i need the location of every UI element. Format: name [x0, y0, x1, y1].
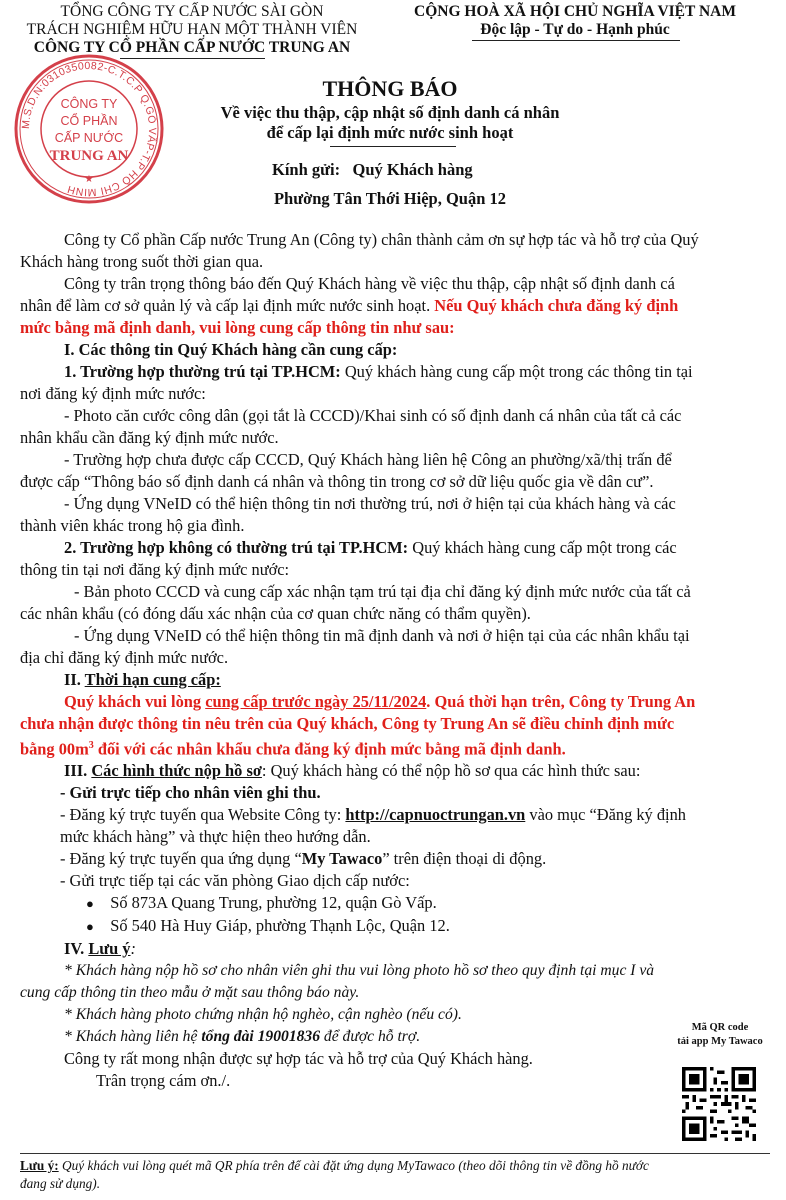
- bullet-icon: ●: [86, 919, 94, 935]
- title-underline: [330, 146, 456, 147]
- deadline-line2: chưa nhận được thông tin nêu trên của Quý khách, Công ty Trung An sẽ điều chỉnh định mức: [20, 714, 675, 733]
- section-1-heading: I. Các thông tin Quý Khách hàng cần cung cấp:: [64, 340, 398, 359]
- deadline-line1: Quý khách vui lòng cung cấp trước ngày 25/11/2024. Quá thời hạn trên, Công ty Trung An: [64, 692, 696, 711]
- doc-title: THÔNG BÁO: [322, 76, 458, 101]
- doc-subtitle-line2: để cấp lại định mức nước sinh hoạt: [266, 123, 514, 142]
- section-4-heading: IV. Lưu ý:: [64, 939, 136, 959]
- note-2: * Khách hàng photo chứng nhận hộ nghèo, cận nghèo (nếu có).: [64, 1006, 462, 1024]
- para-notice-line1: Công ty trân trọng thông báo đến Quý Khách hàng về việc thu thập, cập nhật số định danh cá: [64, 274, 675, 293]
- case-2-heading: 2. Trường hợp không có thường trú tại TP.HCM: Quý khách hàng cung cấp một trong các: [64, 538, 677, 557]
- case-1-item1-line1: - Photo căn cước công dân (gọi tắt là CCCD)/Khai sinh có số định danh cá nhân của tất cả các: [64, 406, 682, 425]
- case-2-item2-line2: địa chỉ đăng ký định mức nước.: [20, 648, 229, 667]
- note-3: * Khách hàng liên hệ tổng đài 19001836 để được hỗ trợ.: [64, 1028, 421, 1046]
- website-link[interactable]: http://capnuoctrungan.vn: [345, 805, 526, 825]
- svg-text:TRUNG AN: TRUNG AN: [49, 148, 129, 164]
- method-2-line2: mức khách hàng” và thực hiện theo hướng dẫn.: [60, 827, 371, 847]
- method-3: - Đăng ký trực tuyến qua ứng dụng “My Tawaco” trên điện thoại di động.: [60, 849, 547, 869]
- note-1-line1: * Khách hàng nộp hồ sơ cho nhân viên ghi thu vui lòng photo hồ sơ theo quy định tại mục I và: [64, 962, 655, 980]
- svg-text:CÔNG TY: CÔNG TY: [60, 97, 118, 111]
- deadline-line3: bằng $00m^3$ đối với các nhân khẩu chưa đăng ký định mức bằng mã định danh.: [20, 739, 566, 759]
- footer-note-line2: đang sử dụng).: [20, 1176, 101, 1191]
- recipient: [272, 160, 473, 180]
- footer-note-text: Quý khách vui lòng quét mã QR phía trên để cài đặt ứng dụng MyTawaco (theo dõi thông tin về đồng hồ nước: [61, 1158, 649, 1173]
- para-notice-line3: mức bằng mã định danh, vui lòng cung cấp thông tin như sau:: [20, 318, 455, 337]
- qr-label-line1: Mã QR code: [691, 1022, 749, 1033]
- para-notice-line2: nhân để làm cơ sở quản lý và cấp lại định mức nước sinh hoạt. Nếu Quý khách chưa đăng ký định: [20, 296, 679, 315]
- para-thanks-line2: Khách hàng trong suốt thời gian qua.: [20, 252, 264, 271]
- method-1: - Gửi trực tiếp cho nhân viên ghi thu.: [60, 783, 321, 803]
- case-1-item2-line2: được cấp “Thông báo số định danh cá nhân và thông tin trong cơ sở dữ liệu quốc gia về dân cư”.: [20, 472, 654, 491]
- national-motto-line1: CỘNG HOÀ XÃ HỘI CHỦ NGHĨA VIỆT NAM: [414, 3, 736, 20]
- address-1: ● Số 873A Quang Trung, phường 12, quận Gò Vấp.: [86, 893, 437, 913]
- address-2: ● Số 540 Hà Huy Giáp, phường Thạnh Lộc, Quận 12.: [86, 916, 450, 936]
- qr-label-line2: tải app My Tawaco: [677, 1036, 763, 1047]
- case-1-item3-line2: thành viên khác trong hộ gia đình.: [20, 516, 245, 535]
- svg-text:CẤP NƯỚC: CẤP NƯỚC: [54, 131, 124, 145]
- company-seal: [12, 52, 166, 206]
- footer-divider: [20, 1153, 770, 1154]
- doc-subtitle-line1: Về việc thu thập, cập nhật số định danh cá nhân: [220, 103, 560, 122]
- section-3-heading: III. Các hình thức nộp hồ sơ: Quý khách hàng có thể nộp hồ sơ qua các hình thức sau:: [64, 761, 641, 781]
- method-2-line1: - Đăng ký trực tuyến qua Website Công ty: http://capnuoctrungan.vn vào mục “Đăng ký định: [60, 805, 686, 825]
- org-company-name: CÔNG TY CỔ PHẦN CẤP NƯỚC TRUNG AN: [33, 39, 351, 56]
- svg-text:M.S.D.N:0310350082-C.T.C.P Q.G: M.S.D.N:0310350082-C.T.C.P Q.GÒ VẤP-T.P HỒ CHÍ MINH: [19, 59, 159, 199]
- recipient-location: Phường Tân Thới Hiệp, Quận 12: [273, 189, 507, 208]
- case-2-item2-line1: - Ứng dụng VNeID có thể hiện thông tin mã định danh và nơi ở hiện tại của các nhân khẩu tại: [74, 626, 690, 645]
- case-2-item1-line2: các nhân khẩu (có đóng dấu xác nhận của cơ quan chức năng có thẩm quyền).: [20, 604, 531, 623]
- note-1-line2: cung cấp thông tin theo mẫu ở mặt sau thông báo này.: [20, 984, 360, 1002]
- case-1-item2-line1: - Trường hợp chưa được cấp CCCD, Quý Khách hàng liên hệ Công an phường/xã/thị trấn để: [64, 450, 672, 469]
- header-right-underline: [472, 40, 680, 41]
- footer-note-line1: [20, 1157, 770, 1175]
- method-4: - Gửi trực tiếp tại các văn phòng Giao dịch cấp nước:: [60, 871, 410, 891]
- svg-text:CỔ PHẦN: CỔ PHẦN: [60, 114, 118, 128]
- footer-note-label: Lưu ý:: [20, 1158, 59, 1173]
- org-parent-line2: TRÁCH NGHIỆM HỮU HẠN MỘT THÀNH VIÊN: [26, 21, 358, 38]
- recipient-value: Quý Khách hàng: [352, 160, 473, 179]
- body-text: [20, 229, 772, 1092]
- section-2-heading: II. Thời hạn cung cấp:: [64, 670, 221, 689]
- case-1-item1-line2: nhân khẩu cần đăng ký định mức nước.: [20, 428, 279, 447]
- closing-line2: Trân trọng cám ơn./.: [96, 1071, 231, 1091]
- svg-text:★: ★: [84, 174, 94, 185]
- case-1-heading: 1. Trường hợp thường trú tại TP.HCM: Quý khách hàng cung cấp một trong các thông tin tại: [64, 362, 693, 381]
- case-1-item3-line1: - Ứng dụng VNeID có thể hiện thông tin nơi thường trú, nơi ở hiện tại của khách hàng và các: [64, 494, 676, 513]
- org-parent-line1: TỔNG CÔNG TY CẤP NƯỚC SÀI GÒN: [60, 3, 324, 20]
- case-1-line2: nơi đăng ký định mức nước:: [20, 384, 206, 403]
- case-2-item1-line1: - Bản photo CCCD và cung cấp xác nhận tạm trú tại địa chỉ đăng ký định mức nước của tất cả: [74, 582, 691, 601]
- closing-line1: Công ty rất mong nhận được sự hợp tác và hỗ trợ của Quý Khách hàng.: [64, 1049, 533, 1069]
- qr-code-icon[interactable]: [682, 1067, 756, 1141]
- para-thanks-line1: Công ty Cổ phần Cấp nước Trung An (Công ty) chân thành cảm ơn sự hợp tác và hỗ trợ của Quý: [64, 230, 699, 249]
- recipient-label: Kính gửi:: [272, 160, 341, 179]
- case-2-line2: thông tin tại nơi đăng ký định mức nước:: [20, 560, 290, 579]
- bullet-icon: ●: [86, 896, 94, 912]
- national-motto-line2: Độc lập - Tự do - Hạnh phúc: [480, 21, 670, 38]
